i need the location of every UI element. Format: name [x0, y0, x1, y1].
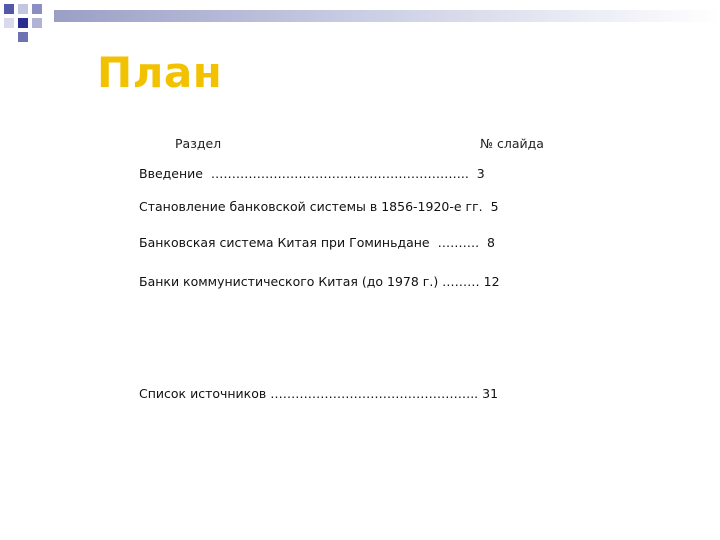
deco-square — [4, 18, 14, 28]
header-gradient-band — [54, 10, 720, 22]
toc-entry-kuomintang: Банковская система Китая при Гоминьдане ………. 8 — [139, 235, 495, 250]
deco-square — [4, 4, 14, 14]
toc-entry-formation: Становление банковской системы в 1856-1920-е гг. 5 — [139, 199, 499, 214]
toc-entry-conclusion: Список источников ………………………………………….. 31 — [139, 386, 499, 401]
deco-square — [32, 4, 42, 14]
section-column-header: Раздел — [175, 136, 222, 151]
toc-entry-introduction: Введение …………………………………………………….. 3 — [139, 166, 485, 181]
deco-square — [32, 18, 42, 28]
deco-square — [18, 4, 28, 14]
deco-square — [18, 32, 28, 42]
deco-square — [18, 18, 28, 28]
slide-number-column-header: № слайда — [480, 136, 544, 151]
toc-entry-communist-banks: Банки коммунистического Китая (до 1978 г.) ……… 12 — [139, 274, 500, 289]
slide-title: План — [97, 48, 223, 97]
corner-decoration — [0, 0, 720, 50]
